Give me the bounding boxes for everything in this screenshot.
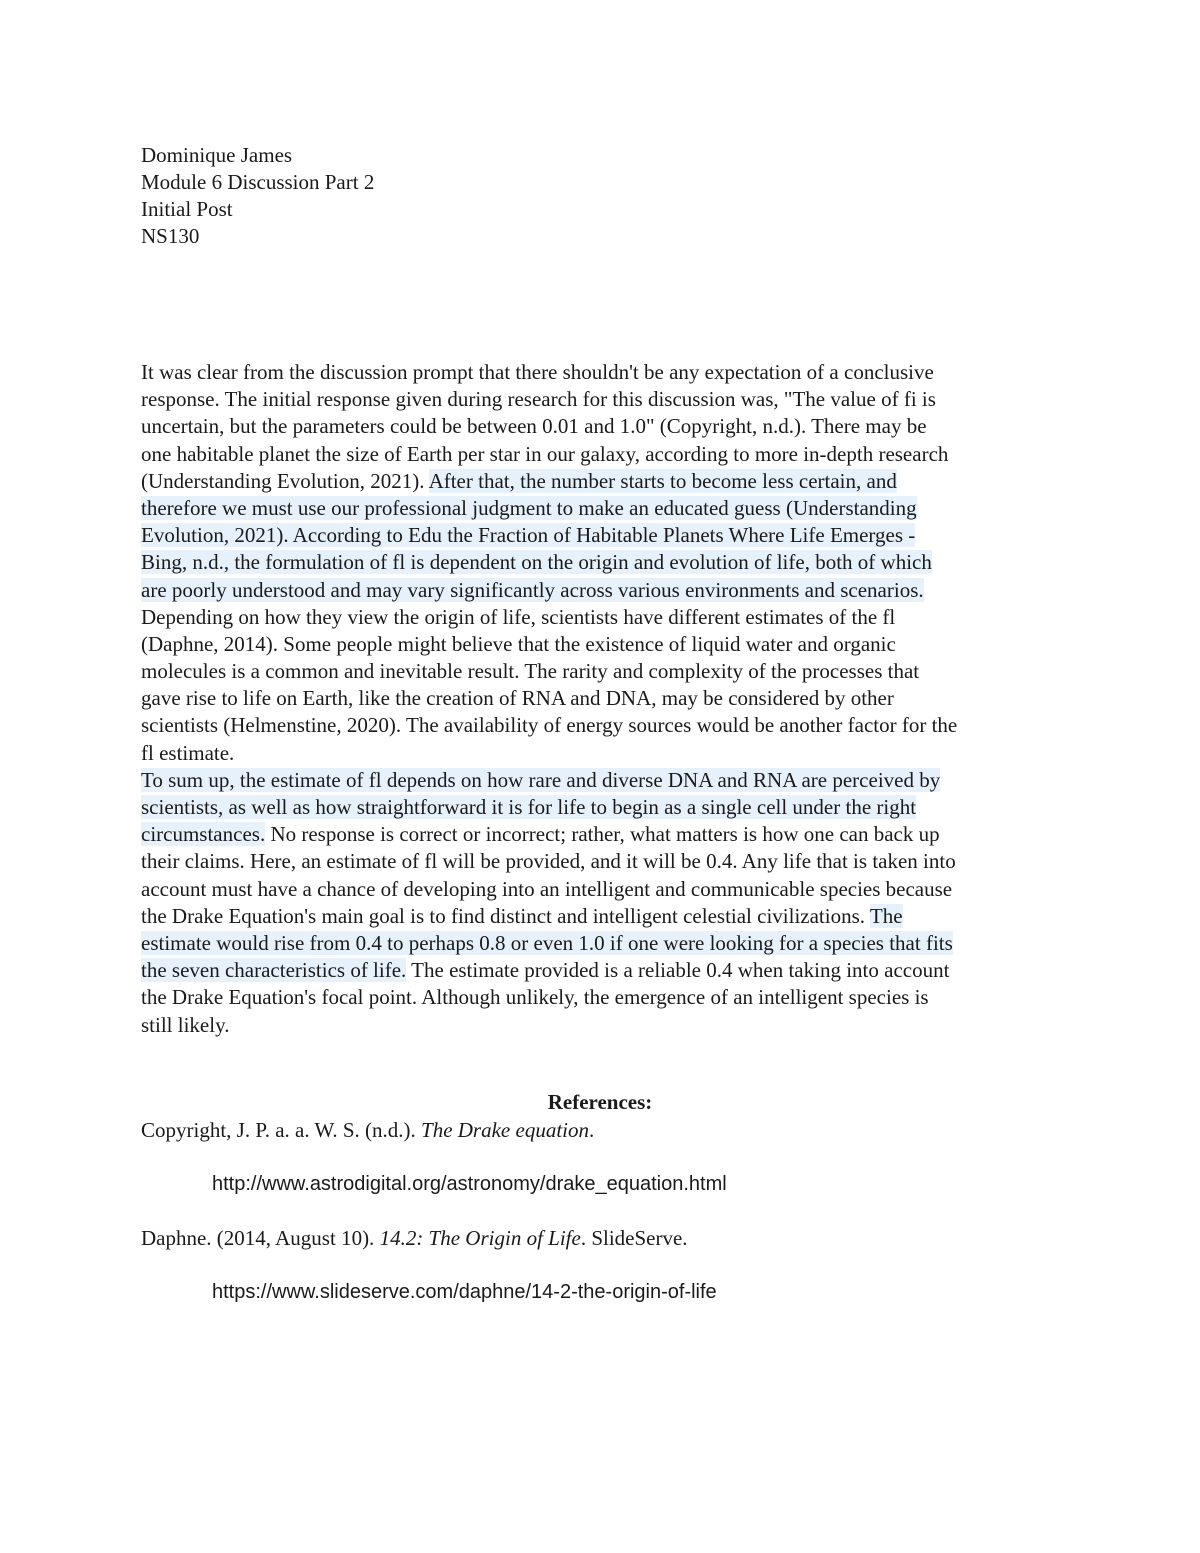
- body-line: [141, 359, 1066, 386]
- body-line: [141, 903, 1066, 930]
- body-text: still likely.: [141, 1012, 230, 1037]
- highlighted-text: circumstances.: [141, 822, 266, 847]
- body-text: It was clear from the discussion prompt that there shouldn't be any expectation of a conclusive: [141, 360, 934, 384]
- reference-1-title: The Drake equation: [421, 1118, 589, 1142]
- body-line: [141, 522, 1066, 549]
- reference-1: [141, 1117, 594, 1144]
- body-line: [141, 685, 1066, 712]
- body-line: [141, 468, 1066, 495]
- body-text: molecules is a common and inevitable result. The rarity and complexity of the processes that: [141, 659, 920, 684]
- body-text: Depending on how they view the origin of life, scientists have different estimates of the fl: [141, 604, 896, 629]
- highlighted-text: estimate would rise from 0.4 to perhaps 0.8 or even 1.0 if one were looking for a species that fits: [141, 930, 953, 955]
- body-text: the Drake Equation's main goal is to find distinct and intelligent celestial civilizations.: [141, 903, 870, 928]
- body-line: [141, 631, 1066, 658]
- body-line: [141, 441, 1066, 468]
- body-text: the Drake Equation's focal point. Although unlikely, the emergence of an intelligent species is: [141, 985, 929, 1010]
- body-text: uncertain, but the parameters could be between 0.01 and 1.0" (Copyright, n.d.). There may be: [141, 414, 927, 439]
- highlighted-text: To sum up, the estimate of fl depends on how rare and diverse DNA and RNA are perceived by: [141, 767, 941, 792]
- highlighted-text: are poorly understood and may vary significantly across various environments and scenarios.: [141, 577, 924, 602]
- body-line: [141, 794, 1066, 821]
- body-line: [141, 930, 1066, 957]
- reference-1-suffix: .: [589, 1118, 595, 1142]
- body-line: [141, 712, 1066, 739]
- body-line: [141, 413, 1066, 440]
- body-line: [141, 495, 1066, 522]
- reference-2-title: 14.2: The Origin of Life: [379, 1226, 581, 1250]
- body-line: [141, 821, 1066, 848]
- author-name: Dominique James: [141, 143, 293, 167]
- body-line: [141, 1012, 1066, 1039]
- body-text: scientists (Helmenstine, 2020). The availability of energy sources would be another factor for the: [141, 713, 958, 738]
- reference-2: [141, 1225, 688, 1252]
- body-line: [141, 984, 1066, 1011]
- body-line: [141, 767, 1066, 794]
- body-line: [141, 658, 1066, 685]
- highlighted-text: According to Edu the Fraction of Habitable Planets Where Life Emerges -: [292, 523, 916, 548]
- highlighted-text: therefore we must use our professional judgment to make an educated guess (Understanding: [141, 495, 917, 520]
- body-line: [141, 549, 1066, 576]
- body-text: (Understanding Evolution, 2021).: [141, 468, 429, 493]
- highlighted-text: Evolution, 2021).: [141, 523, 293, 548]
- reference-2-suffix: . SlideServe.: [580, 1226, 688, 1250]
- body-text: (Daphne, 2014). Some people might believe that the existence of liquid water and organic: [141, 631, 896, 656]
- reference-1-url[interactable]: http://www.astrodigital.org/astronomy/drake_equation.html: [212, 1173, 727, 1195]
- body-text: their claims. Here, an estimate of fl will be provided, and it will be 0.4. Any life that is taken into: [141, 849, 956, 874]
- body-line: [141, 876, 1066, 903]
- body-text: fl estimate.: [141, 740, 235, 765]
- highlighted-text: The: [869, 903, 903, 928]
- references-heading: References:: [547, 1090, 653, 1114]
- reference-1-author: Copyright, J. P. a. a. W. S. (n.d.).: [141, 1118, 422, 1142]
- module-title: Module 6 Discussion Part 2: [141, 170, 375, 194]
- body-line: [141, 848, 1066, 875]
- body-line: [141, 957, 1066, 984]
- reference-2-author: Daphne. (2014, August 10).: [141, 1226, 380, 1250]
- highlighted-text: Bing, n.d., the formulation of fl is dependent on the origin and evolution of life, both of which: [141, 550, 932, 575]
- course-code: NS130: [141, 224, 200, 248]
- body-text: account must have a chance of developing into an intelligent and communicable species because: [141, 876, 953, 901]
- reference-2-url[interactable]: https://www.slideserve.com/daphne/14-2-the-origin-of-life: [212, 1281, 717, 1303]
- highlighted-text: After that, the number starts to become less certain, and: [428, 468, 897, 493]
- body-text: response. The initial response given during research for this discussion was, "The value of fi is: [141, 387, 936, 412]
- highlighted-text: scientists, as well as how straightforward it is for life to begin as a single cell under the right: [141, 795, 917, 819]
- body-text: No response is correct or incorrect; rather, what matters is how one can back up: [265, 822, 940, 847]
- post-type: Initial Post: [141, 197, 233, 221]
- body-line: [141, 740, 1066, 767]
- body-line: [141, 577, 1066, 604]
- document-header: [141, 142, 374, 250]
- body-text: gave rise to life on Earth, like the creation of RNA and DNA, may be considered by other: [141, 686, 894, 711]
- highlighted-text: the seven characteristics of life.: [141, 958, 407, 983]
- body-line: [141, 386, 1066, 413]
- body-text: The estimate provided is a reliable 0.4 when taking into account: [406, 958, 950, 983]
- body-line: [141, 604, 1066, 631]
- discussion-body: [141, 359, 1066, 1039]
- body-text: one habitable planet the size of Earth per star in our galaxy, according to more in-depth research: [141, 441, 949, 466]
